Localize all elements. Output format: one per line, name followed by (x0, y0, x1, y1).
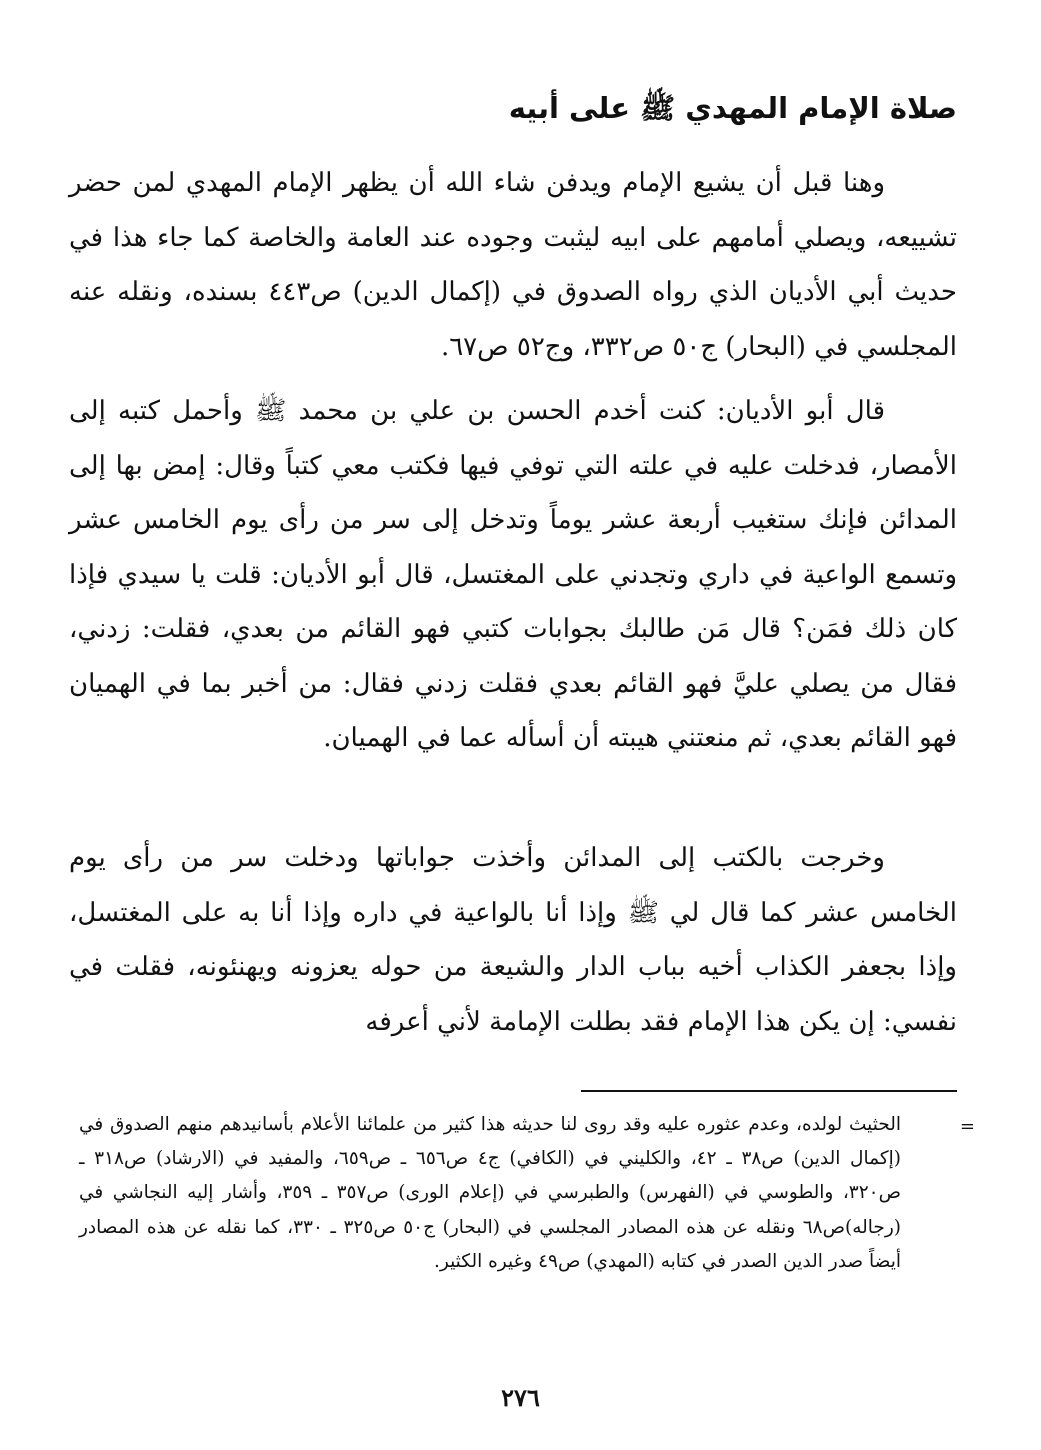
footnote-continuation-marker: = (959, 1116, 975, 1137)
body-paragraph-1: وهنا قبل أن يشيع الإمام ويدفن شاء الله أن يظهر الإمام المهدي لمن حضر تشييعه، ويصلي أمامهم على ابيه ليثبت وجوده عند العامة والخاصة كما جاء هذا في حديث أبي الأديان الذي رواه الصدوق في (إكمال الدين) ص٤٤٣ بسنده، ونقله عنه المجلسي في (البحار) ج٥٠ ص٣٣٢، وج٥٢ ص٦٧. (69, 168, 957, 362)
page-title: صلاة الإمام المهدي ﷺ على أبيه (508, 91, 957, 125)
page-number: ٢٧٦ (501, 1383, 540, 1412)
body-paragraph-2: قال أبو الأديان: كنت أخدم الحسن بن علي بن محمد ﷺ وأحمل كتبه إلى الأمصار، فدخلت عليه في علته التي توفي فيها فكتب معي كتباً وقال: إمض بها إلى المدائن فإنك ستغيب أربعة عشر يوماً وتدخل إلى سر من رأى يوم الخامس عشر وتسمع الواعية في داري وتجدني على المغتسل، قال أبو الأديان: قلت يا سيدي فإذا كان ذلك فمَن؟ قال مَن طالبك بجوابات كتبي فهو القائم من بعدي، فقلت: زدني، فقال من يصلي عليَّ فهو القائم بعدي فقلت زدني فقال: من أخبر بما في الهميان فهو القائم بعدي، ثم منعتني هيبته أن أسأله عما في الهميان. (69, 396, 957, 753)
body-paragraph-3: وخرجت بالكتب إلى المدائن وأخذت جواباتها ودخلت سر من رأى يوم الخامس عشر كما قال لي ﷺ وإذا أنا بالواعية في داره وإذا أنا به على المغتسل، وإذا بجعفر الكذاب أخيه بباب الدار والشيعة من حوله يعزونه ويهنئونه، فقلت في نفسي: إن يكن هذا الإمام فقد بطلت الإمامة لأني أعرفه (69, 843, 957, 1037)
footnote-separator (581, 1090, 957, 1092)
footnote-text: الحثيث لولده، وعدم عثوره عليه وقد روى لنا حديثه هذا كثير من علمائنا الأعلام بأسانيدهم منهم الصدوق في (إكمال الدين) ص٣٨ ـ ٤٢، والكليني في (الكافي) ج٤ ص٦٥٦ ـ ص٦٥٩، والمفيد في (الارشاد) ص٣١٨ ـ ص٣٢٠، والطوسي في (الفهرس) والطبرسي في (إعلام الورى) ص٣٥٧ ـ ٣٥٩، وأشار إليه النجاشي في (رجاله)ص٦٨ ونقله عن هذه المصادر المجلسي في (البحار) ج٥٠ ص٣٢٥ ـ ٣٣٠، كما نقله عن هذه المصادر أيضاً صدر الدين الصدر في كتابه (المهدي) ص٤٩ وغيره الكثير. (79, 1114, 901, 1272)
